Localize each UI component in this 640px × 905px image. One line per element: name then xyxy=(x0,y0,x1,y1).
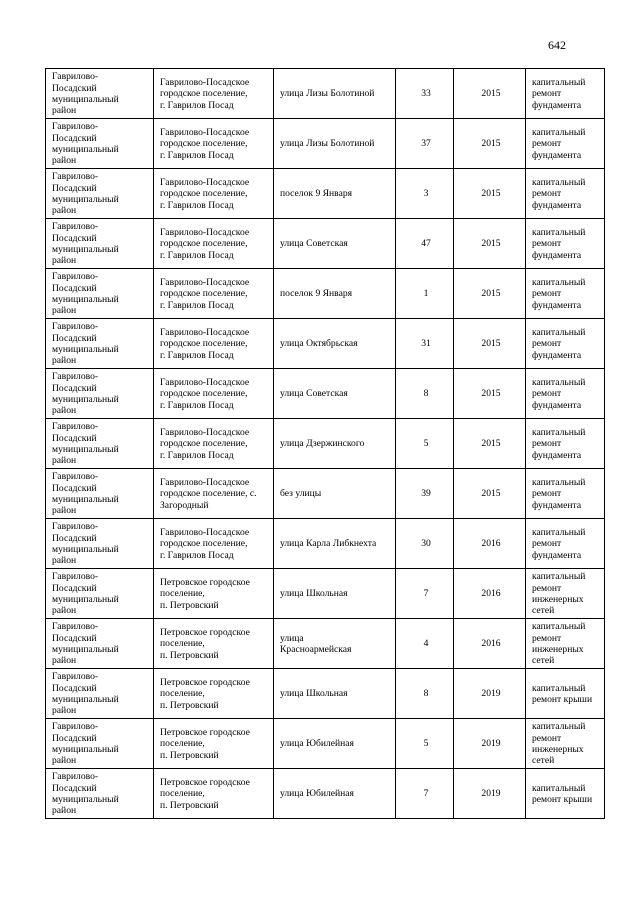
table-row xyxy=(46,519,605,569)
settlement-cell xyxy=(154,469,274,519)
district-cell xyxy=(46,119,154,169)
district-line: район xyxy=(52,755,77,767)
year-cell: 2016 xyxy=(454,519,526,569)
work-type-line: капитальный xyxy=(532,721,586,733)
work-type-line: капитальный xyxy=(532,77,586,89)
settlement-line: городское поселение, xyxy=(160,438,248,450)
street-cell xyxy=(274,619,396,669)
work-type-line: капитальный xyxy=(532,327,586,339)
settlement-line: городское поселение, xyxy=(160,538,248,550)
district-line: Гаврилово- xyxy=(52,671,99,683)
year-cell: 2015 xyxy=(454,419,526,469)
settlement-cell xyxy=(154,769,274,819)
settlement-line: городское поселение, xyxy=(160,238,248,250)
work-type-line: сетей xyxy=(532,755,555,767)
work-type-line: капитальный xyxy=(532,571,586,583)
settlement-line: Петровское городское xyxy=(160,577,250,589)
table-row xyxy=(46,419,605,469)
district-cell xyxy=(46,769,154,819)
work-type-line: фундамента xyxy=(532,99,582,111)
work-type-cell xyxy=(526,619,605,669)
settlement-line: г. Гаврилов Посад xyxy=(160,99,234,111)
settlement-line: городское поселение, xyxy=(160,338,248,350)
work-type-line: фундамента xyxy=(532,399,582,411)
settlement-cell xyxy=(154,319,274,369)
work-type-line: капитальный xyxy=(532,127,586,139)
settlement-cell xyxy=(154,269,274,319)
work-type-line: фундамента xyxy=(532,299,582,311)
table-row xyxy=(46,269,605,319)
work-type-cell xyxy=(526,569,605,619)
district-line: район xyxy=(52,555,77,567)
work-type-line: фундамента xyxy=(532,449,582,461)
work-type-line: капитальный xyxy=(532,177,586,189)
work-type-cell xyxy=(526,169,605,219)
year-cell: 2016 xyxy=(454,619,526,669)
work-type-line: ремонт xyxy=(532,582,562,594)
district-line: Посадский xyxy=(52,82,97,94)
district-cell xyxy=(46,569,154,619)
year-cell: 2019 xyxy=(454,669,526,719)
district-line: муниципальный xyxy=(52,694,119,705)
work-type-line: капитальный xyxy=(532,277,586,289)
street-line: поселок 9 Января xyxy=(280,288,353,300)
settlement-cell xyxy=(154,619,274,669)
settlement-line: п. Петровский xyxy=(160,799,219,811)
house-number-cell: 8 xyxy=(396,369,454,419)
street-line: улица Дзержинского xyxy=(280,438,365,450)
street-cell xyxy=(274,219,396,269)
district-line: муниципальный xyxy=(52,394,119,405)
settlement-line: городское поселение, xyxy=(160,138,248,150)
settlement-line: поселение, xyxy=(160,788,205,800)
work-type-cell xyxy=(526,719,605,769)
settlement-cell xyxy=(154,419,274,469)
street-line: улица Школьная xyxy=(280,588,348,600)
house-number-cell: 33 xyxy=(396,69,454,119)
district-line: Гаврилово- xyxy=(52,221,99,233)
work-type-line: капитальный xyxy=(532,621,586,633)
work-type-cell xyxy=(526,269,605,319)
year-cell: 2015 xyxy=(454,69,526,119)
district-line: Посадский xyxy=(52,232,97,244)
district-line: район xyxy=(52,605,77,617)
work-type-cell xyxy=(526,219,605,269)
street-cell xyxy=(274,769,396,819)
district-line: муниципальный xyxy=(52,644,119,655)
settlement-line: Гаврилово-Посадское xyxy=(160,477,250,489)
table-row xyxy=(46,319,605,369)
work-type-line: ремонт xyxy=(532,88,562,100)
district-cell xyxy=(46,319,154,369)
district-cell xyxy=(46,719,154,769)
district-cell xyxy=(46,469,154,519)
settlement-cell xyxy=(154,719,274,769)
table-row xyxy=(46,669,605,719)
year-cell: 2019 xyxy=(454,769,526,819)
house-number-cell: 1 xyxy=(396,269,454,319)
work-type-line: фундамента xyxy=(532,249,582,261)
housing-repair-table xyxy=(45,68,605,819)
street-line: без улицы xyxy=(280,488,322,500)
work-type-cell xyxy=(526,369,605,419)
work-type-line: фундамента xyxy=(532,549,582,561)
street-cell xyxy=(274,569,396,619)
work-type-line: ремонт крыши xyxy=(532,694,593,705)
district-line: район xyxy=(52,705,77,717)
house-number-cell: 31 xyxy=(396,319,454,369)
district-line: Посадский xyxy=(52,382,97,394)
work-type-line: фундамента xyxy=(532,149,582,161)
district-line: Посадский xyxy=(52,632,97,644)
district-line: Гаврилово- xyxy=(52,321,99,333)
district-cell xyxy=(46,169,154,219)
district-line: муниципальный xyxy=(52,744,119,755)
settlement-cell xyxy=(154,169,274,219)
district-cell xyxy=(46,369,154,419)
settlement-line: г. Гаврилов Посад xyxy=(160,399,234,411)
district-line: Гаврилово- xyxy=(52,571,99,583)
work-type-line: инженерных xyxy=(532,644,584,655)
settlement-cell xyxy=(154,69,274,119)
settlement-line: Гаврилово-Посадское xyxy=(160,427,250,439)
page-number: 642 xyxy=(548,38,566,52)
settlement-line: Загородный xyxy=(160,499,209,511)
table-row xyxy=(46,69,605,119)
street-cell xyxy=(274,169,396,219)
settlement-cell xyxy=(154,669,274,719)
work-type-line: ремонт xyxy=(532,388,562,400)
work-type-line: ремонт xyxy=(532,138,562,150)
district-line: муниципальный xyxy=(52,244,119,255)
settlement-cell xyxy=(154,519,274,569)
district-line: Гаврилово- xyxy=(52,271,99,283)
house-number-cell: 5 xyxy=(396,719,454,769)
district-line: муниципальный xyxy=(52,194,119,205)
work-type-line: фундамента xyxy=(532,199,582,211)
district-line: район xyxy=(52,505,77,517)
work-type-line: капитальный xyxy=(532,227,586,239)
work-type-line: ремонт xyxy=(532,438,562,450)
settlement-line: г. Гаврилов Посад xyxy=(160,449,234,461)
work-type-line: инженерных xyxy=(532,744,584,755)
settlement-line: поселение, xyxy=(160,738,205,750)
settlement-line: городское поселение, xyxy=(160,388,248,400)
district-line: муниципальный xyxy=(52,794,119,805)
district-line: Посадский xyxy=(52,532,97,544)
house-number-cell: 47 xyxy=(396,219,454,269)
settlement-line: г. Гаврилов Посад xyxy=(160,549,234,561)
settlement-cell xyxy=(154,219,274,269)
work-type-line: ремонт xyxy=(532,732,562,744)
district-line: Посадский xyxy=(52,682,97,694)
work-type-line: капитальный xyxy=(532,782,586,794)
house-number-cell: 39 xyxy=(396,469,454,519)
street-cell xyxy=(274,419,396,469)
work-type-line: фундамента xyxy=(532,499,582,511)
work-type-line: сетей xyxy=(532,655,555,667)
district-line: Посадский xyxy=(52,732,97,744)
street-line: Красноармейская xyxy=(280,644,352,655)
settlement-line: Гаврилово-Посадское xyxy=(160,177,250,189)
work-type-cell xyxy=(526,469,605,519)
settlement-line: п. Петровский xyxy=(160,599,219,611)
settlement-line: г. Гаврилов Посад xyxy=(160,349,234,361)
settlement-line: Гаврилово-Посадское xyxy=(160,227,250,239)
work-type-cell xyxy=(526,419,605,469)
settlement-line: Гаврилово-Посадское xyxy=(160,77,250,89)
district-line: район xyxy=(52,105,77,117)
district-line: муниципальный xyxy=(52,94,119,105)
district-line: Посадский xyxy=(52,132,97,144)
district-line: муниципальный xyxy=(52,344,119,355)
year-cell: 2015 xyxy=(454,169,526,219)
district-line: Гаврилово- xyxy=(52,621,99,633)
district-line: муниципальный xyxy=(52,494,119,505)
year-cell: 2016 xyxy=(454,569,526,619)
year-cell: 2015 xyxy=(454,369,526,419)
settlement-line: Петровское городское xyxy=(160,727,250,739)
district-line: муниципальный xyxy=(52,294,119,305)
settlement-line: г. Гаврилов Посад xyxy=(160,249,234,261)
table-row xyxy=(46,619,605,669)
house-number-cell: 5 xyxy=(396,419,454,469)
work-type-cell xyxy=(526,119,605,169)
work-type-line: ремонт xyxy=(532,338,562,350)
district-line: муниципальный xyxy=(52,444,119,455)
district-line: Гаврилово- xyxy=(52,371,99,383)
year-cell: 2015 xyxy=(454,219,526,269)
settlement-line: Гаврилово-Посадское xyxy=(160,277,250,289)
street-line: улица Лизы Болотиной xyxy=(280,138,375,150)
district-cell xyxy=(46,519,154,569)
work-type-line: сетей xyxy=(532,605,555,617)
settlement-cell xyxy=(154,369,274,419)
street-line: улица Лизы Болотиной xyxy=(280,88,375,100)
settlement-line: городское поселение, с. xyxy=(160,488,257,500)
district-cell xyxy=(46,669,154,719)
district-line: район xyxy=(52,405,77,417)
settlement-cell xyxy=(154,119,274,169)
work-type-line: ремонт xyxy=(532,188,562,200)
work-type-line: инженерных xyxy=(532,594,584,605)
settlement-line: Гаврилово-Посадское xyxy=(160,377,250,389)
settlement-line: городское поселение, xyxy=(160,88,248,100)
work-type-line: капитальный xyxy=(532,527,586,539)
street-line: улица Октябрьская xyxy=(280,338,358,350)
year-cell: 2019 xyxy=(454,719,526,769)
district-line: Посадский xyxy=(52,432,97,444)
street-line: улица Карла Либкнехта xyxy=(280,538,377,550)
settlement-line: Гаврилово-Посадское xyxy=(160,527,250,539)
district-cell xyxy=(46,269,154,319)
district-line: район xyxy=(52,455,77,467)
district-line: Гаврилово- xyxy=(52,71,99,83)
district-line: Гаврилово- xyxy=(52,771,99,783)
settlement-line: Петровское городское xyxy=(160,677,250,689)
settlement-line: п. Петровский xyxy=(160,699,219,711)
work-type-line: ремонт xyxy=(532,288,562,300)
settlement-line: п. Петровский xyxy=(160,749,219,761)
settlement-line: г. Гаврилов Посад xyxy=(160,149,234,161)
district-line: район xyxy=(52,305,77,317)
table-row xyxy=(46,169,605,219)
table-row xyxy=(46,369,605,419)
year-cell: 2015 xyxy=(454,119,526,169)
street-line: улица Советская xyxy=(280,388,348,400)
table-row xyxy=(46,769,605,819)
district-line: район xyxy=(52,205,77,217)
district-line: Посадский xyxy=(52,282,97,294)
district-line: Посадский xyxy=(52,782,97,794)
table-row xyxy=(46,469,605,519)
street-cell xyxy=(274,69,396,119)
settlement-line: городское поселение, xyxy=(160,288,248,300)
settlement-line: г. Гаврилов Посад xyxy=(160,299,234,311)
district-line: муниципальный xyxy=(52,594,119,605)
work-type-cell xyxy=(526,769,605,819)
work-type-line: ремонт xyxy=(532,632,562,644)
district-line: Гаврилово- xyxy=(52,471,99,483)
year-cell: 2015 xyxy=(454,269,526,319)
table-body xyxy=(46,69,605,819)
work-type-line: ремонт xyxy=(532,488,562,500)
district-line: район xyxy=(52,255,77,267)
street-cell xyxy=(274,119,396,169)
settlement-line: поселение, xyxy=(160,688,205,700)
year-cell: 2015 xyxy=(454,319,526,369)
district-line: Посадский xyxy=(52,182,97,194)
work-type-line: капитальный xyxy=(532,682,586,694)
district-line: муниципальный xyxy=(52,144,119,155)
street-line: улица Юбилейная xyxy=(280,738,354,750)
work-type-line: фундамента xyxy=(532,349,582,361)
settlement-line: Петровское городское xyxy=(160,627,250,639)
district-line: Гаврилово- xyxy=(52,171,99,183)
work-type-cell xyxy=(526,319,605,369)
district-line: Гаврилово- xyxy=(52,421,99,433)
district-line: район xyxy=(52,155,77,167)
work-type-line: капитальный xyxy=(532,377,586,389)
settlement-line: поселение, xyxy=(160,588,205,600)
street-cell xyxy=(274,269,396,319)
table-row xyxy=(46,119,605,169)
district-cell xyxy=(46,419,154,469)
district-line: район xyxy=(52,655,77,667)
street-cell xyxy=(274,469,396,519)
house-number-cell: 4 xyxy=(396,619,454,669)
district-line: муниципальный xyxy=(52,544,119,555)
district-line: Гаврилово- xyxy=(52,521,99,533)
street-cell xyxy=(274,369,396,419)
street-cell xyxy=(274,319,396,369)
street-line: улица Советская xyxy=(280,238,348,250)
work-type-line: ремонт xyxy=(532,238,562,250)
district-cell xyxy=(46,69,154,119)
settlement-line: Гаврилово-Посадское xyxy=(160,327,250,339)
district-line: Посадский xyxy=(52,482,97,494)
settlement-line: Гаврилово-Посадское xyxy=(160,127,250,139)
year-cell: 2015 xyxy=(454,469,526,519)
work-type-line: ремонт xyxy=(532,538,562,550)
district-line: Гаврилово- xyxy=(52,721,99,733)
work-type-line: ремонт крыши xyxy=(532,794,593,805)
settlement-line: г. Гаврилов Посад xyxy=(160,199,234,211)
settlement-line: п. Петровский xyxy=(160,649,219,661)
house-number-cell: 37 xyxy=(396,119,454,169)
work-type-line: капитальный xyxy=(532,427,586,439)
district-cell xyxy=(46,219,154,269)
street-cell xyxy=(274,669,396,719)
house-number-cell: 8 xyxy=(396,669,454,719)
street-cell xyxy=(274,719,396,769)
settlement-cell xyxy=(154,569,274,619)
street-line: улица Школьная xyxy=(280,688,348,700)
street-line: улица Юбилейная xyxy=(280,788,354,800)
street-cell xyxy=(274,519,396,569)
settlement-line: поселение, xyxy=(160,638,205,650)
street-line: улица xyxy=(280,632,304,644)
district-line: Посадский xyxy=(52,332,97,344)
house-number-cell: 7 xyxy=(396,769,454,819)
table-row xyxy=(46,219,605,269)
settlement-line: Петровское городское xyxy=(160,777,250,789)
district-line: район xyxy=(52,355,77,367)
table-row xyxy=(46,719,605,769)
work-type-cell xyxy=(526,519,605,569)
district-line: район xyxy=(52,805,77,817)
work-type-cell xyxy=(526,69,605,119)
house-number-cell: 3 xyxy=(396,169,454,219)
district-line: Гаврилово- xyxy=(52,121,99,133)
street-line: поселок 9 Января xyxy=(280,188,353,200)
settlement-line: городское поселение, xyxy=(160,188,248,200)
table-row xyxy=(46,569,605,619)
work-type-line: капитальный xyxy=(532,477,586,489)
district-cell xyxy=(46,619,154,669)
house-number-cell: 7 xyxy=(396,569,454,619)
district-line: Посадский xyxy=(52,582,97,594)
work-type-cell xyxy=(526,669,605,719)
house-number-cell: 30 xyxy=(396,519,454,569)
